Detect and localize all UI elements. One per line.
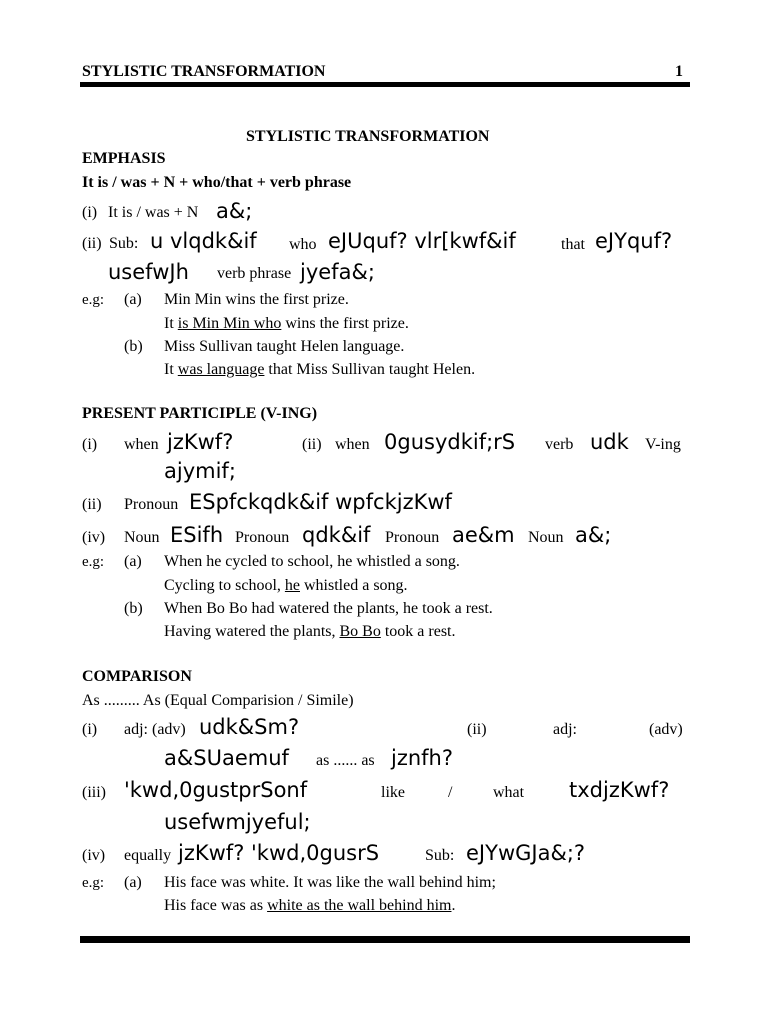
example-transformed: It was language that Miss Sullivan taught Helen.	[164, 361, 476, 378]
eg-label: e.g:	[82, 875, 105, 891]
participle-heading: PRESENT PARTICIPLE (V-ING)	[82, 405, 318, 422]
emphasis-rule-1: (i) It is / was + N a&;	[82, 199, 253, 223]
emphasis-heading: EMPHASIS	[82, 150, 166, 167]
example-label-a: (a)	[124, 291, 142, 308]
example-sentence: When he cycled to school, he whistled a song.	[164, 553, 460, 570]
page-number: 1	[675, 63, 683, 80]
emphasis-rule-2: (ii) Sub: u vlqdk&if who eJUquf? vlr[kwf&if that eJYquf?	[82, 229, 673, 253]
comparison-rule-1: (i) adj: (adv) udk&Sm? (ii) adj: (adv)	[82, 715, 683, 739]
eg-label: e.g:	[82, 554, 105, 570]
example-transformed: His face was as white as the wall behind him.	[164, 897, 456, 914]
participle-rule-1-cont: ajymif;	[164, 459, 236, 483]
example-transformed: Cycling to school, he whistled a song.	[164, 577, 408, 594]
document-title: STYLISTIC TRANSFORMATION	[246, 128, 490, 145]
example-label-a: (a)	[124, 553, 142, 570]
example-sentence: His face was white. It was like the wall behind him;	[164, 874, 496, 891]
footer-divider	[80, 936, 690, 943]
example-sentence: When Bo Bo had watered the plants, he took a rest.	[164, 600, 493, 617]
header-title: STYLISTIC TRANSFORMATION	[82, 63, 326, 80]
comparison-rule-1-cont: a&SUaemuf as ...... as jznfh?	[164, 746, 454, 770]
comparison-heading: COMPARISON	[82, 668, 192, 685]
example-sentence: Miss Sullivan taught Helen language.	[164, 338, 405, 355]
participle-rule-2: (ii) Pronoun ESpfckqdk&if wpfckjzKwf	[82, 490, 452, 514]
example-label-b: (b)	[124, 600, 143, 617]
comparison-subheading: As ......... As (Equal Comparision / Simile)	[82, 692, 354, 709]
example-sentence: Min Min wins the first prize.	[164, 291, 349, 308]
comparison-rule-2: (iii) 'kwd,0gustprSonf like / what txdjzKwf?	[82, 778, 670, 802]
emphasis-rule-2-cont: usefwJh verb phrase jyefa&;	[108, 260, 375, 284]
comparison-rule-3: (iv) equally jzKwf? 'kwd,0gusrS Sub: eJYwGJa&;?	[82, 841, 586, 865]
header-divider	[80, 82, 690, 87]
example-transformed: It is Min Min who wins the first prize.	[164, 315, 409, 332]
example-label-b: (b)	[124, 338, 143, 355]
emphasis-formula: It is / was + N + who/that + verb phrase	[82, 174, 352, 191]
comparison-rule-2-cont: usefwmjyeful;	[164, 810, 311, 834]
example-transformed: Having watered the plants, Bo Bo took a rest.	[164, 623, 456, 640]
eg-label: e.g:	[82, 292, 105, 308]
participle-rule-3: (iv) Noun ESifh Pronoun qdk&if Pronoun ae&m Noun a&;	[82, 523, 612, 547]
participle-rule-1: (i) when jzKwf? (ii) when 0gusydkif;rS verb udk V-ing	[82, 430, 681, 454]
example-label-a: (a)	[124, 874, 142, 891]
